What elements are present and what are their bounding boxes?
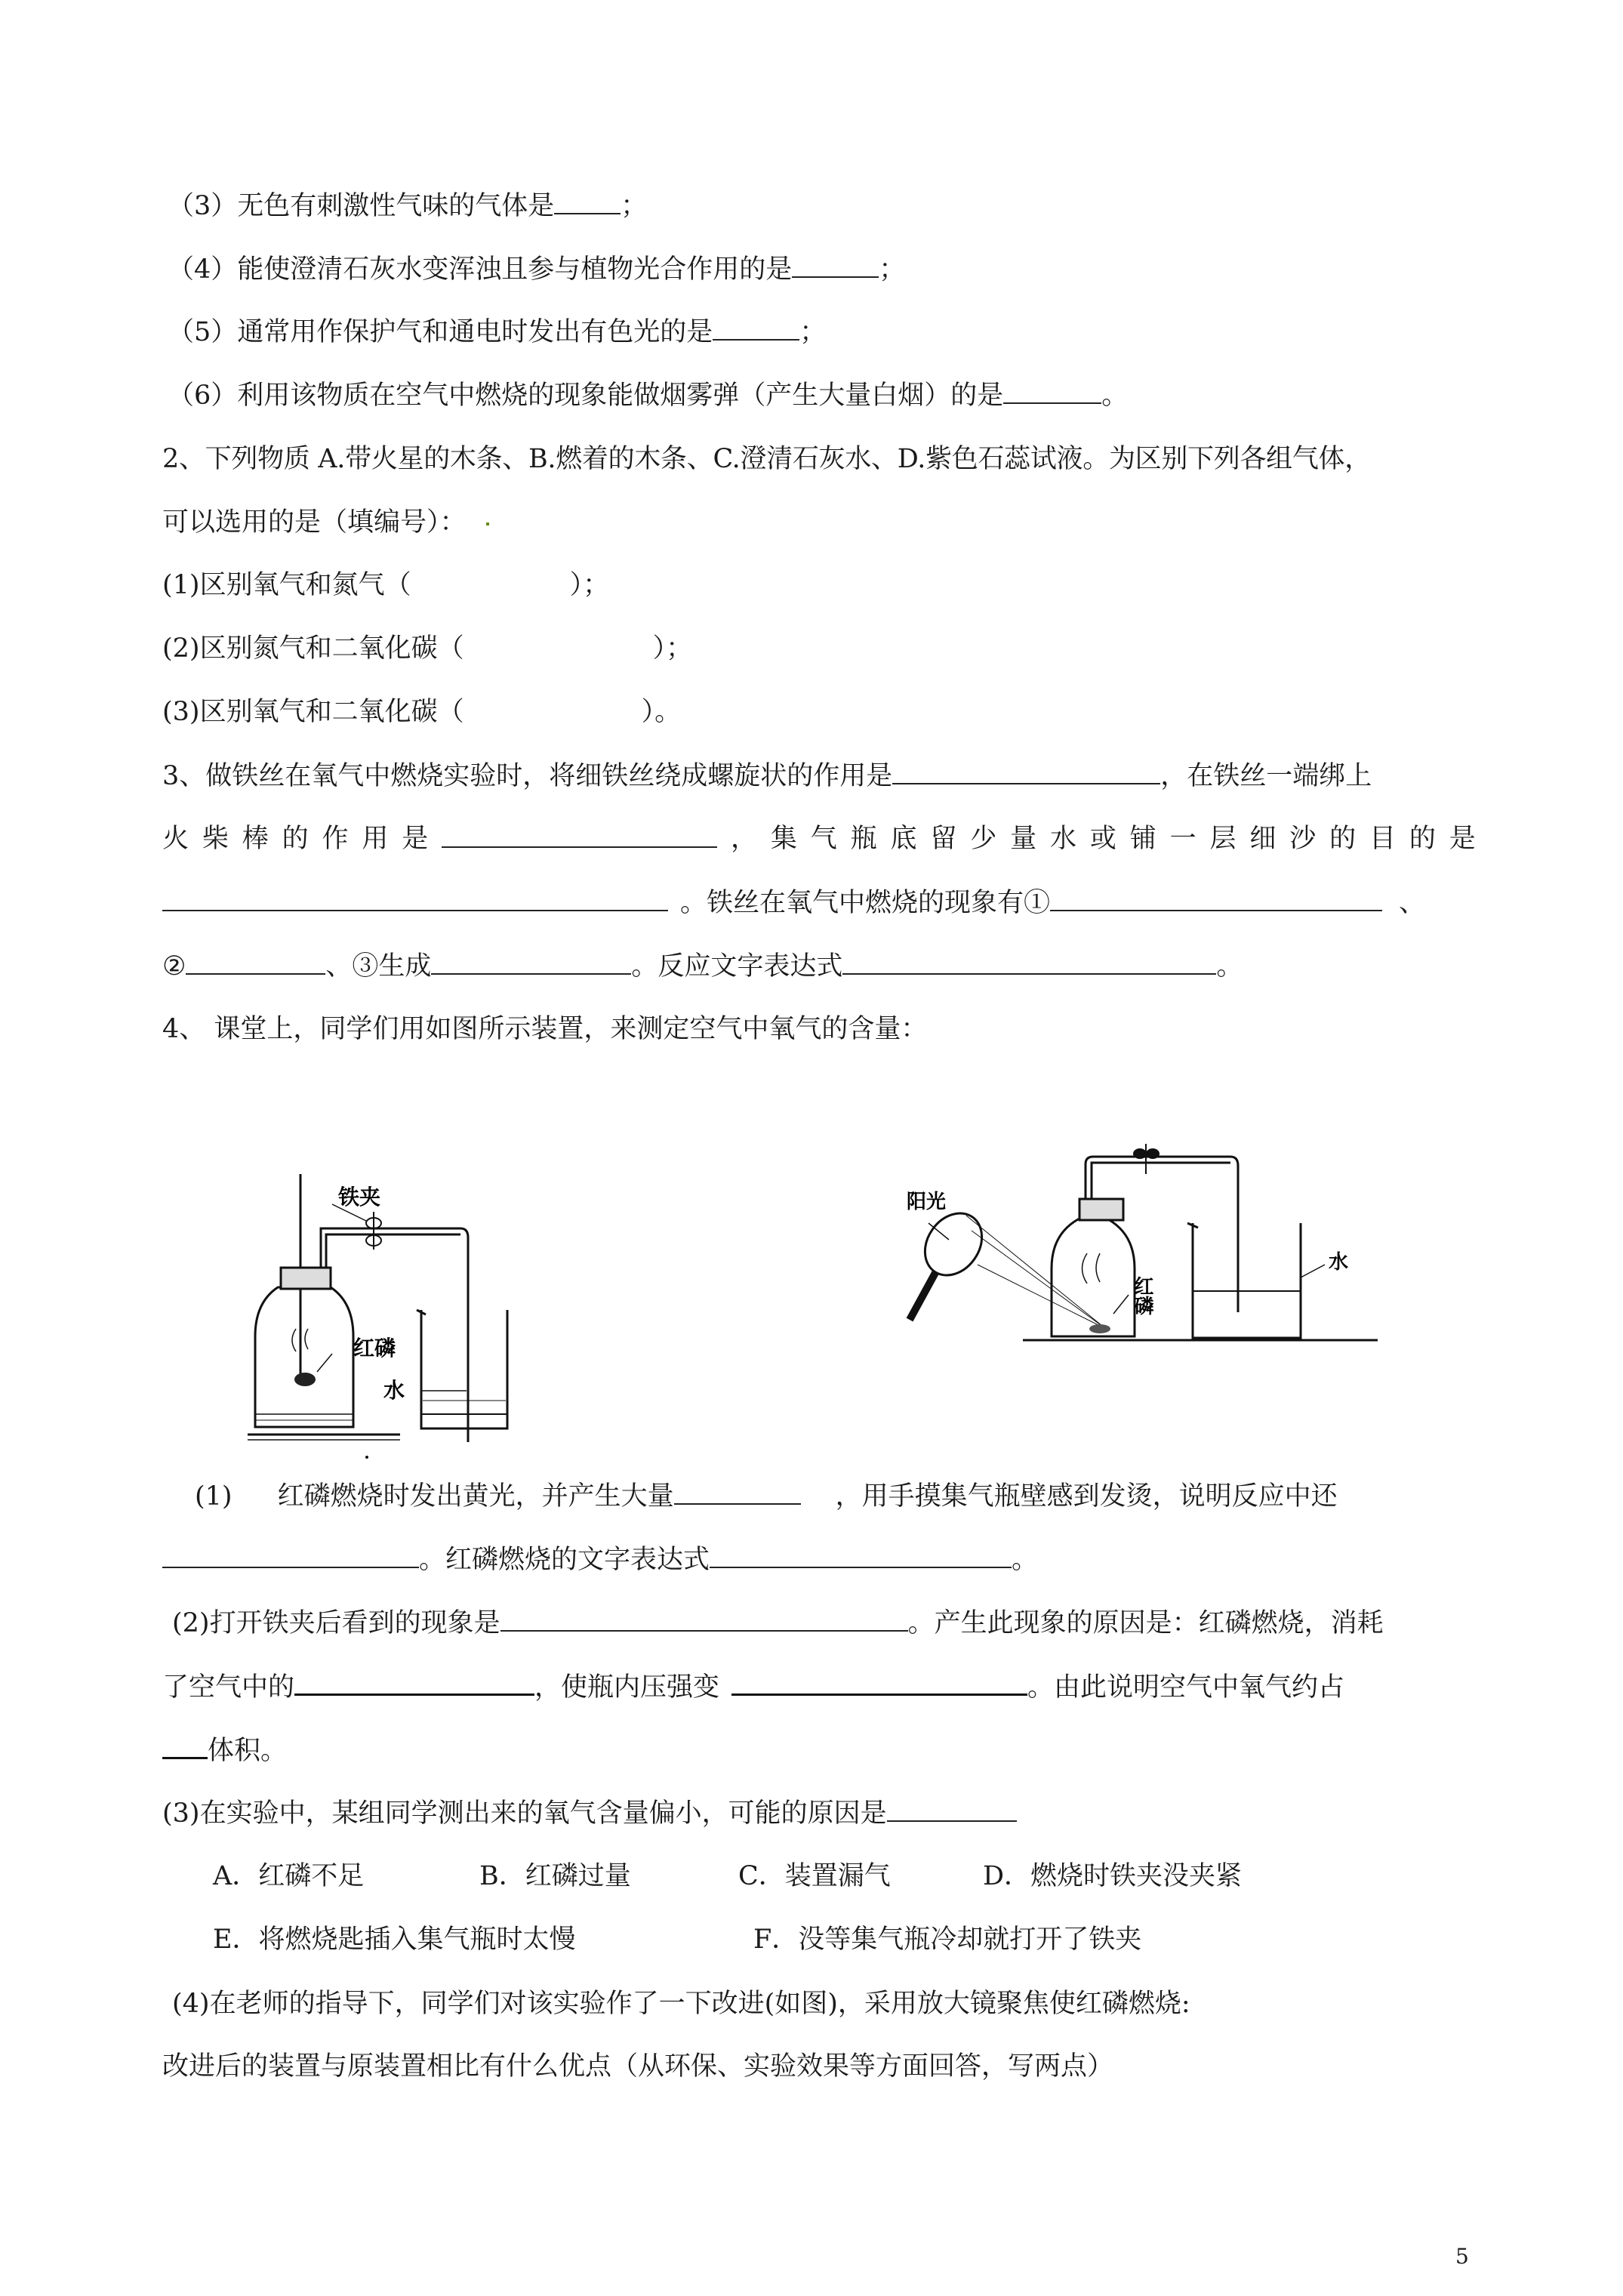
figure-original-apparatus (242, 1174, 559, 1453)
q4-part2-line1: (2)打开铁夹后看到的现象是 。产生此现象的原因是：红磷燃烧，消耗 (172, 1603, 1384, 1643)
label-clamp: 铁夹 (338, 1185, 381, 1210)
answer-blank[interactable] (1050, 883, 1382, 911)
answer-blank[interactable] (674, 1476, 801, 1505)
clamp-icon (1134, 1144, 1159, 1174)
q1-item-5: （5）通常用作保护气和通电时发出有色光的是 ； (168, 312, 826, 352)
answer-blank[interactable] (887, 1793, 1017, 1822)
q4-intro: 4、 课堂上，同学们用如图所示装置，来测定空气中氧气的含量： (162, 1014, 928, 1044)
answer-blank[interactable] (1003, 375, 1101, 404)
q4-part2-line2: 了空气中的 ，使瓶内压强变 。由此说明空气中氧气约占 (162, 1666, 1344, 1707)
stray-mark (486, 522, 489, 525)
q3-line2: 火 柴 棒 的 作 用 是 ， 集 气 瓶 底 留 少 量 水 或 铺 一 层 细 沙 的 目 的 是 (162, 819, 1476, 858)
answer-blank[interactable] (892, 756, 1160, 784)
answer-blank[interactable] (710, 1539, 1012, 1568)
option-b: B．红磷过量 (479, 1861, 631, 1891)
q4-part2-line3: 体积。 (162, 1730, 287, 1771)
clamp-icon (366, 1212, 381, 1250)
answer-blank[interactable] (792, 249, 879, 278)
phosphorus-icon (294, 1373, 316, 1386)
q4-part1-line1: (1) 红磷燃烧时发出黄光，并产生大量 ，用手摸集气瓶壁感到发烫，说明反应中还 (195, 1476, 1338, 1516)
q3-line1: 3、做铁丝在氧气中燃烧实验时，将细铁丝绕成螺旋状的作用是 ，在铁丝一端绑上 (162, 756, 1372, 796)
page-number: 5 (1455, 2244, 1469, 2269)
figure-improved-apparatus (902, 1110, 1385, 1359)
answer-blank[interactable] (713, 312, 799, 341)
option-f: F．没等集气瓶冷却就打开了铁夹 (753, 1925, 1142, 1955)
option-c: C．装置漏气 (738, 1861, 891, 1891)
q1-item-3: （3）无色有刺激性气味的气体是 ； (168, 186, 647, 226)
answer-blank[interactable] (731, 1666, 1027, 1696)
option-d: D．燃烧时铁夹没夹紧 (983, 1861, 1243, 1891)
q1-item-4: （4）能使澄清石灰水变浑浊且参与植物光合作用的是 ； (168, 249, 905, 289)
answer-blank[interactable] (431, 946, 631, 975)
q3-line3: 。铁丝在氧气中燃烧的现象有① 、 (162, 883, 1425, 923)
answer-blank[interactable] (162, 1730, 208, 1759)
q3-line4: ② 、③生成 。反应文字表达式 。 (162, 946, 1243, 986)
option-a: A．红磷不足 (213, 1861, 365, 1891)
label-sun: 阳光 (907, 1191, 947, 1213)
phosphorus-icon (1089, 1324, 1110, 1333)
answer-blank[interactable] (842, 946, 1216, 975)
q2-item-3: (3)区别氧气和二氧化碳（ ）。 (162, 697, 682, 727)
q4-part3: (3)在实验中，某组同学测出来的氧气含量偏小，可能的原因是 (162, 1793, 1017, 1833)
q2-intro-line1: 2、下列物质 A.带火星的木条、B.燃着的木条、C.澄清石灰水、D.紫色石蕊试液。为区别下列各组气体， (162, 444, 1371, 474)
q2-item-1: (1)区别氧气和氮气（ ）； (162, 570, 610, 600)
option-e: E．将燃烧匙插入集气瓶时太慢 (213, 1925, 576, 1955)
q1-item-6: （6）利用该物质在空气中燃烧的现象能做烟雾弹（产生大量白烟）的是 。 (168, 375, 1128, 415)
answer-blank[interactable] (554, 186, 621, 214)
q2-intro-line2: 可以选用的是（填编号）： (162, 503, 489, 542)
label-water: 水 (1329, 1251, 1349, 1274)
q4-part4-line2: 改进后的装置与原装置相比有什么优点（从环保、实验效果等方面回答，写两点） (162, 2051, 1114, 2082)
label-phosphorus: 红磷 (1131, 1276, 1153, 1315)
label-water: 水 (383, 1378, 405, 1403)
q2-item-2: (2)区别氮气和二氧化碳（ ）； (162, 633, 693, 664)
answer-blank[interactable] (294, 1666, 534, 1696)
answer-blank[interactable] (186, 946, 325, 975)
answer-blank[interactable] (500, 1603, 908, 1632)
q4-part1-line2: 。红磷燃烧的文字表达式 。 (162, 1539, 1038, 1579)
label-phosphorus: 红磷 (353, 1336, 396, 1361)
answer-blank[interactable] (442, 819, 717, 848)
answer-blank[interactable] (162, 1539, 419, 1568)
q4-part4-line1: (4)在老师的指导下，同学们对该实验作了一下改进(如图)，采用放大镜聚焦使红磷燃烧: (172, 1989, 1190, 2019)
answer-blank[interactable] (162, 883, 668, 911)
